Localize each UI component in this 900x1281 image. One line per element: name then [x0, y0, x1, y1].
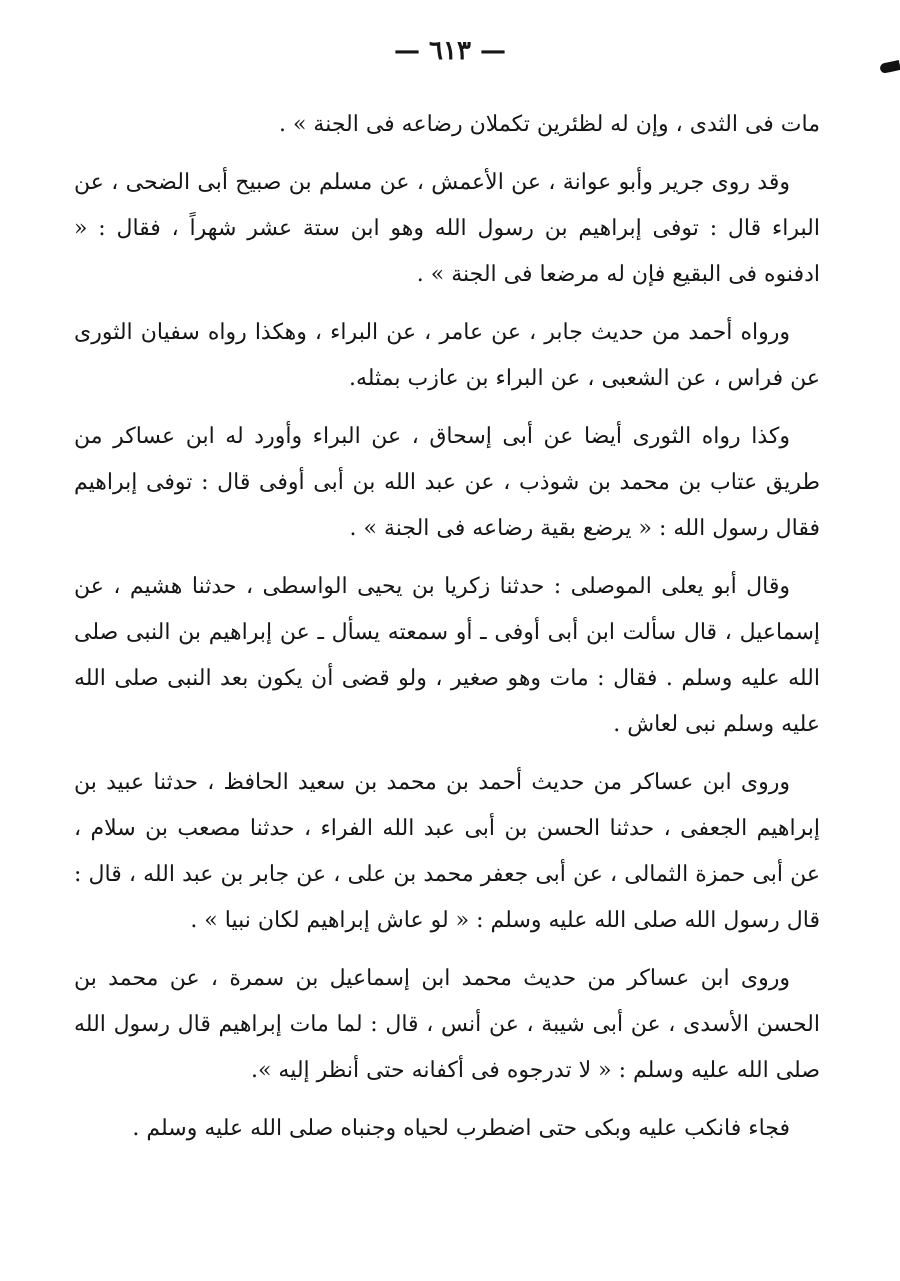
paragraph-2: وقد روى جرير وأبو عوانة ، عن الأعمش ، عن مسلم بن صبيح أبى الضحى ، عن البراء قال : توفى إبراهيم بن رسول الله وهو ابن ستة عشر شهراً ، فقال : « ادفنوه فى البقيع فإن له مرضعا فى الجنة » . [74, 170, 820, 287]
paragraph-6: وروى ابن عساكر من حديث أحمد بن محمد بن سعيد الحافظ ، حدثنا عبيد بن إبراهيم الجعفى ، حدثنا الحسن بن أبى عبد الله الفراء ، حدثنا مصعب بن سلام ، عن أبى حمزة الثمالى ، عن أبى جعفر محمد بن على ، عن جابر بن عبد الله ، قال : قال رسول الله صلى الله عليه وسلم : « لو عاش إبراهيم لكان نبيا » . [74, 770, 820, 933]
paragraph-5: وقال أبو يعلى الموصلى : حدثنا زكريا بن يحيى الواسطى ، حدثنا هشيم ، عن إسماعيل ، قال سألت ابن أبى أوفى ـ أو سمعته يسأل ـ عن إبراهيم بن النبى صلى الله عليه وسلم . فقال : مات وهو صغير ، ولو قضى أن يكون بعد النبى صلى الله عليه وسلم نبى لعاش . [74, 574, 820, 737]
paragraph-4: وكذا رواه الثورى أيضا عن أبى إسحاق ، عن البراء وأورد له ابن عساكر من طريق عتاب بن محمد بن شوذب ، عن عبد الله بن أبى أوفى قال : توفى إبراهيم فقال رسول الله : « يرضع بقية رضاعه فى الجنة » . [74, 424, 820, 541]
page-body-text [74, 102, 820, 1164]
page-number: — ٦١٣ — [393, 36, 507, 66]
paragraph-7: وروى ابن عساكر من حديث محمد ابن إسماعيل بن سمرة ، عن محمد بن الحسن الأسدى ، عن أبى شيبة ، عن أنس ، قال : لما مات إبراهيم قال رسول الله صلى الله عليه وسلم : « لا تدرجوه فى أكفانه حتى أنظر إليه ». [74, 966, 820, 1083]
paragraph-3: ورواه أحمد من حديث جابر ، عن عامر ، عن البراء ، وهكذا رواه سفيان الثورى عن فراس ، عن الشعبى ، عن البراء بن عازب بمثله. [74, 320, 820, 391]
paragraph-8: فجاء فانكب عليه وبكى حتى اضطرب لحياه وجنباه صلى الله عليه وسلم . [132, 1116, 790, 1141]
paragraph-1: مات فى الثدى ، وإن له لظئرين تكملان رضاعه فى الجنة » . [278, 112, 820, 137]
